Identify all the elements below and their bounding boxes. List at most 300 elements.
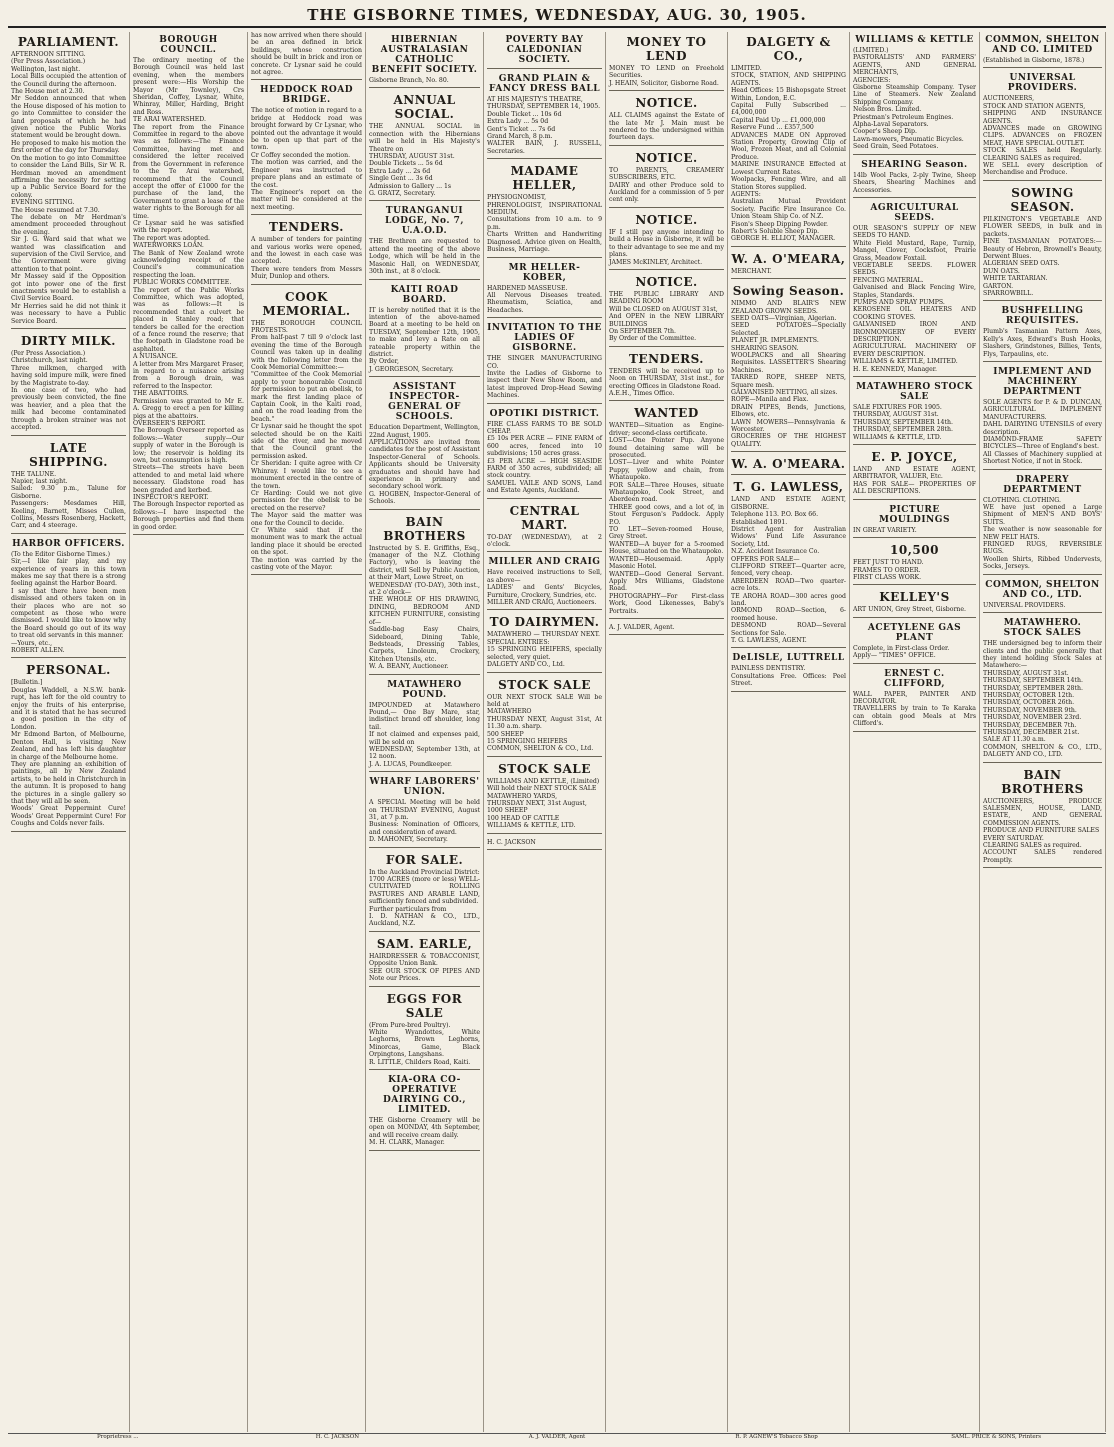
article-line: Double Tickets ... 5s 6d <box>369 160 443 168</box>
article-line: FEET JUST TO HAND. <box>853 559 924 567</box>
article-line: THE ANNUAL SOCIAL in connection with the Hibernians will be held in His Majesty's Theatre on <box>369 123 480 153</box>
article-divider <box>487 317 602 318</box>
article-line: ADVANCES made on GROWING CLIPS. ADVANCES on FROZEN MEAT, HAVE SPECIAL OUTLET. <box>983 125 1102 147</box>
article-divider <box>731 474 846 475</box>
article-line: He proposed to make his motion the first order of the day for Thursday. <box>11 139 126 155</box>
article <box>609 406 724 619</box>
article-line: On the motion to go into Committee to consider the Land Bills, Sir W. R. Herdman moved an amendment affirming the necessity for setting up a Public Service Board for the colony. <box>11 154 126 199</box>
article-line: VEGETABLE SEEDS. FLOWER SEEDS. <box>853 261 976 277</box>
article-heading: TURANGANUI LODGE, No. 7, U.A.O.D. <box>384 206 465 237</box>
article-line: Double Ticket ... 10s 6d <box>487 110 562 118</box>
article-line: WANTED—Housemaid. Apply Masonic Hotel. <box>609 555 724 571</box>
article-line: THURSDAY, SEPTEMBER 14th. <box>853 418 953 426</box>
article-divider <box>609 634 724 635</box>
article-line: TO-DAY (WEDNESDAY), at 2 o'clock. <box>487 533 602 549</box>
article-line: LOST—Liver and white Pointer Puppy, yellow and chain, from Whataupoko. <box>609 459 724 482</box>
article-heading: KELLEY'S <box>879 590 950 605</box>
article-line: DAIRY and other Produce sold to Auckland for a commission of 5 per cent only. <box>609 181 724 204</box>
article-line: LAWN MOWERS—Pennsylvania & Worcester. <box>731 418 846 434</box>
article-divider <box>487 257 602 258</box>
article-heading: KAITI ROAD BOARD. <box>390 284 459 305</box>
article-heading: ERNEST C. CLIFFORD, <box>884 668 945 689</box>
article-divider <box>369 279 480 280</box>
article-line: Extra Lady ... 2s 6d <box>369 167 431 175</box>
article-heading: TENDERS. <box>269 220 344 235</box>
article-line: THURSDAY, OCTOBER 12th. <box>983 691 1075 699</box>
article-divider <box>983 469 1102 470</box>
article-line: Cr Lysnar said he thought the spot selected should be on the Kaiti side of the river, and he moved that the Council grant the permission asked. <box>251 423 362 460</box>
article-line: COMMON, SHELTON & CO., Ltd. <box>487 745 594 753</box>
article-heading: BUSHFELLING REQUISITES. <box>1001 306 1084 327</box>
footer-text: R. P. AGNEW'S Tobacco Shop <box>735 1434 818 1440</box>
article-line: Cr Coffey seconded the motion. <box>251 151 351 159</box>
article-heading: PICTURE MOULDINGS <box>879 504 950 525</box>
article <box>487 35 602 69</box>
article-divider <box>487 609 602 610</box>
article-line: Lawn-mowers, Pneumatic Bicycles. <box>853 135 964 143</box>
article <box>11 441 126 534</box>
article-line: WILLIAMS & KETTLE, LIMITED. <box>853 358 958 366</box>
article-divider <box>853 584 976 585</box>
article-divider <box>609 145 724 146</box>
article-line: Complete, in First-class Order. <box>853 644 950 652</box>
article-heading: HIBERNIAN AUSTRALASIAN CATHOLIC BENEFIT SOCIETY. <box>371 35 478 75</box>
column-3 <box>248 32 366 1432</box>
article-divider <box>853 376 976 377</box>
article-line: NIMMO AND BLAIR'S NEW ZEALAND GROWN SEEDS. <box>731 300 846 315</box>
article-line: THURSDAY, SEPTEMBER 28th. <box>853 426 953 434</box>
article <box>369 35 480 88</box>
article <box>487 762 602 834</box>
article-line: Gisborne Steamship Company. Tyser Line of Steamers. New Zealand Shipping Company. <box>853 84 976 106</box>
article-line: OVERSEER'S REPORT. <box>133 419 206 427</box>
article-heading: SHEARING Season. <box>861 159 968 170</box>
article-line: THURSDAY, DECEMBER 21st. <box>983 728 1080 736</box>
article-line: Sailed: 9.30 p.m., Talune for Gisborne. <box>11 485 126 500</box>
article-line: DAHL DAIRYING UTENSILS of every description. <box>983 421 1102 436</box>
article-divider <box>983 574 1102 575</box>
article-heading: KIA-ORA CO-OPERATIVE DAIRYING CO., LIMITED. <box>382 1074 467 1115</box>
article-line: There were tenders from Messrs Muir, Dunlop and others. <box>251 265 362 281</box>
article-line: AUCTIONEERS, PRODUCE SALESMEN, HOUSE, LAND, ESTATE, AND GENERAL COMMISSION AGENTS. <box>983 797 1102 827</box>
article-line: Sir,—I like fair play, and my experience of years in this town makes me say that there is a strong feeling against the Harbor Board. <box>11 558 126 588</box>
article-divider <box>369 931 480 932</box>
article-line: WILLIAMS AND KETTLE, (Limited) <box>487 777 600 785</box>
article-heading: PARLIAMENT. <box>17 35 120 49</box>
article-divider <box>853 663 976 664</box>
article-line: PASTORALISTS' AND FARMERS' AGENTS, AND GENERAL MERCHANTS, <box>853 54 976 77</box>
article-line: Single Gent ... 3s 6d <box>369 175 433 183</box>
article-line: Fison's Sheep Dipping Powder. <box>731 220 829 228</box>
article-line: "Committee of the Cook Memorial apply to your honourable Council for permission to put an obelisk, to mark the first landing place of Captain Cook, in the Kaiti road, and on the road leading from the beach." <box>251 371 362 423</box>
article-divider <box>983 361 1102 362</box>
article-line: (From Pure-bred Poultry). <box>369 1021 451 1029</box>
article-divider <box>251 284 362 285</box>
article-line: SHIPPING AND INSURANCE AGENTS. <box>983 110 1102 125</box>
article-line: Instructed by S. E. Griffiths, Esq., (manager of the N.Z. Clothing Factory), who is leaving the district, will Sell by Public Auction, at their Mart, Lowe Street, on <box>369 544 480 582</box>
article-line: THE BOROUGH COUNCIL PROTESTS. <box>251 319 362 334</box>
article-heading: TO DAIRYMEN. <box>489 615 600 630</box>
column-5 <box>484 32 606 1432</box>
article-line: White Wyandottes, White Leghorns, Brown Leghorns, Minorcas, Game, Black Orpingtons, Langshans. <box>369 1028 480 1059</box>
footer-text: A. J. VALDER, Agent <box>528 1434 586 1440</box>
column-8 <box>850 32 980 1432</box>
article-heading: UNIVERSAL PROVIDERS. <box>1007 73 1078 94</box>
article-line: THURSDAY NEXT, 31st August, <box>487 799 587 807</box>
article <box>853 669 976 732</box>
article-heading: BAIN BROTHERS <box>383 514 466 543</box>
article <box>251 32 362 80</box>
article <box>487 504 602 553</box>
article-heading: CENTRAL MART. <box>509 503 580 532</box>
article-line: GALVANISED NETTING, all sizes. <box>731 389 838 397</box>
article-line: PHYSIOGNOMIST, PHRENOLOGIST, INSPIRATIONAL MEDIUM. <box>487 194 602 217</box>
article-line: PHOTOGRAPHY—For First-class Work, Good Likenesses, Baby's Portraits. <box>609 592 724 615</box>
article-divider <box>369 376 480 377</box>
article-divider <box>983 300 1102 301</box>
article-line: GEORGE H. ELLIOT, MANAGER. <box>731 235 836 243</box>
article-line: STOCK SALES held Regularly. CLEARING SALES as required. <box>983 147 1102 162</box>
article-line: THURSDAY, OCTOBER 26th. <box>983 699 1075 707</box>
column-6 <box>606 32 728 1432</box>
article-line: DRAIN PIPES, Bends, Junctions, Elbows, etc. <box>731 403 846 419</box>
article-line: Head Offices: 15 Bishopsgate Street Within, London, E.C. <box>731 87 846 102</box>
article-line: Established 1891. <box>731 518 788 526</box>
article-divider <box>11 435 126 436</box>
article-line: J. A. LUCAS, Poundkeeper. <box>369 760 452 768</box>
article-divider <box>369 87 480 88</box>
article <box>609 35 724 91</box>
article-heading: LATE SHIPPING. <box>29 440 108 469</box>
article-line: The House met at 2.30. <box>11 88 85 96</box>
article-heading: BOROUGH COUNCIL. <box>159 35 218 55</box>
article-line: THURSDAY NEXT, August 31st, At 11.30 a.m. sharp. <box>487 715 602 731</box>
article-line: AGENCIES: <box>853 76 891 84</box>
article <box>369 285 480 378</box>
article-line: A. J. VALDER, Agent. <box>609 623 675 631</box>
article-line: Cr Harding: Could we not give permission for the obelisk to be erected on the reserve? <box>251 489 362 512</box>
article-line: Napier, last night. <box>11 477 68 485</box>
article-line: A number of tenders for painting and various works were opened, and the lowest in each case was accepted. <box>251 236 362 266</box>
article-divider <box>983 867 1102 868</box>
column-9 <box>980 32 1106 1432</box>
article-line: Three milkmen, charged with having sold impure milk, were fined by the Magistrate to-day. <box>11 364 126 387</box>
article-line: MILLER AND CRAIG, Auctioneers. <box>487 599 597 607</box>
article-divider <box>487 403 602 404</box>
article <box>487 678 602 757</box>
article-line: WHITE TARTARIAN. <box>983 275 1048 283</box>
article-line: CLEARING SALES as required. <box>983 842 1082 850</box>
article-divider <box>133 534 244 535</box>
article-line: Australian Mutual Provident Society. Pacific Fire Insurance Co. Union Steam Ship Co. of N.Z. <box>731 198 846 221</box>
article <box>11 663 126 831</box>
article-line: The weather is now seasonable for NEW FELT HATS. <box>983 526 1102 541</box>
article <box>369 1075 480 1151</box>
article-line: WANTED—A buyer for a 5-roomed House, situated on the Whataupoko. <box>609 540 724 556</box>
article-heading: W. A. O'MEARA. <box>731 457 846 472</box>
article-line: SAMUEL VAILE AND SONS, Land and Estate Agents, Auckland. <box>487 479 602 495</box>
article-line: Business: Nomination of Officers, and consideration of award. <box>369 821 480 836</box>
article-line: THE ABATTOIRS. <box>133 390 189 398</box>
article-line: Christchurch, last night. <box>11 357 88 365</box>
column-7 <box>728 32 850 1432</box>
article-divider <box>369 771 480 772</box>
article-line: Gisborne Branch, No. 80. <box>369 77 449 84</box>
article <box>853 450 976 500</box>
article <box>853 160 976 198</box>
article-line: J. GEORGESON, Secretary. <box>369 365 454 373</box>
article <box>487 839 602 850</box>
article-line: The report of the Public Works Committee, which was adopted, was as follows:—It is recommended that a culvert be placed in Stanley road; that tenders be called for the erection of a fence round the reserve; that the footpath in Gladstone road be asphalted. <box>133 286 244 353</box>
article-line: Nelson Bros. Limited. <box>853 106 922 114</box>
article-heading: MILLER AND CRAIG <box>488 557 601 568</box>
article-heading: STOCK SALE <box>498 761 591 776</box>
article-line: WE have just opened a Large Shipment of MEN'S AND BOYS' SUITS. <box>983 504 1102 526</box>
article-line: 15 SPRINGING HEIFERS <box>487 737 568 745</box>
article-line: All Classes of Machinery supplied at Shortest Notice, if not in Stock. <box>983 450 1102 466</box>
article-divider <box>369 200 480 201</box>
article-line: ALGERIAN SEED OATS. <box>983 260 1060 268</box>
article-line: In the Auckland Provincial District: <box>369 868 480 876</box>
article-heading: DeLISLE, LUTTRELL <box>732 653 845 664</box>
article <box>983 35 1102 68</box>
article-line: ACCOUNT SALES rendered Promptly. <box>983 849 1102 864</box>
article-heading: NOTICE. <box>635 96 698 111</box>
article-line: THURSDAY, AUGUST 31st. <box>853 411 939 419</box>
article-line: LAND AND ESTATE AGENT, ARBITRATOR, VALUER, Etc. <box>853 466 976 481</box>
article-line: LIMITED. <box>731 65 762 72</box>
article-line: T. G. LAWLESS, AGENT. <box>731 637 807 644</box>
article-line: CLIFFORD STREET—Quarter acre, fenced, very cheap. <box>731 562 846 578</box>
article-line: The Engineer's report on the matter will be considered at the next meeting. <box>251 188 362 211</box>
article-line: Telephone 113. P.O. Box 66. <box>731 511 819 519</box>
article-line: The motion was carried, and the Engineer was instructed to prepare plans and an estimate of the cost. <box>251 159 362 189</box>
article-heading: ANNUAL SOCIAL. <box>393 93 456 122</box>
article-heading: MONEY TO LEND <box>626 35 707 63</box>
article-line: They are planning an exhibition of paintings, all by New Zealand artists, to be held in Christchurch in the autumn. It is proposed to hang the pictures in a single gallery so that they will all be seen. <box>11 760 126 805</box>
article <box>369 680 480 773</box>
article-line: Admission to Gallery ... 1s <box>369 182 452 190</box>
article <box>609 151 724 208</box>
article-line: G. GRATZ, Secretary. <box>369 190 436 198</box>
article <box>487 323 602 403</box>
article-line: Woolpacks, Fencing Wire, and all Station Stores supplied. <box>731 176 846 191</box>
article-line: FRAMES TO ORDER. <box>853 566 921 574</box>
article-divider <box>609 207 724 208</box>
article-line: PLANET JR. IMPLEMENTS. <box>731 337 819 345</box>
footer-text: SAML. PRICE & SONS, Printers <box>951 1434 1042 1440</box>
article-line: Woods' Great Peppermint Cure! Woods' Great Peppermint Cure! For Coughs and Colds never fails. <box>11 805 126 828</box>
article-line: SHEARING SEASON. <box>731 344 799 352</box>
article-line: 1700 ACRES (more or less) WELL-CULTIVATED ROLLING PASTURES AND ARABLE LAND, sufficiently fenced and subdivided. <box>369 876 480 906</box>
article-line: AT HIS MAJESTY'S THEATRE, <box>487 96 583 103</box>
article-heading: NOTICE. <box>635 274 698 289</box>
article-line: TO PARENTS, CREAMERY SUBSCRIBERS, ETC. <box>609 166 724 182</box>
article-line: THURSDAY, SEPTEMBER 14, 1905. <box>487 103 601 111</box>
article-heading: WANTED <box>634 406 699 421</box>
article-heading: W. A. O'MEARA, <box>731 251 846 266</box>
article-heading: WILLIAMS & KETTLE <box>855 35 974 45</box>
article-line: THURSDAY, NOVEMBER 9th. <box>983 706 1077 714</box>
article-line: Invite the Ladies of Gisborne to inspect their New Show Room, and latest improved Drop-Head Sewing Machines. <box>487 369 602 400</box>
article-line: I. D. NATHAN & CO., LTD., Auckland, N.Z. <box>369 913 480 928</box>
article-heading: SOWING SEASON. <box>1010 185 1075 214</box>
article-line: GALVANISED IRON AND IRONMONGERY OF EVERY DESCRIPTION. <box>853 321 976 343</box>
article <box>853 382 976 445</box>
article-line: Grand March, 8 p.m. <box>487 133 553 141</box>
article-line: Permission was granted to Mr E. A. Gregg to erect a pen for killing pigs at the abattoirs. <box>133 397 244 420</box>
article-line: SOLE AGENTS for P. & D. DUNCAN, AGRICULTURAL IMPLEMENT MANUFACTURERS. <box>983 398 1102 421</box>
article-line: White Field Mustard, Rape, Turnip, Mangel, Clover, Cocksfoot, Prairie Grass, Meadow Foxtail. <box>853 239 976 262</box>
article-heading: Sowing Season. <box>732 284 845 299</box>
article-divider <box>487 158 602 159</box>
article-line: Robert's Soluble Sheep Dip. <box>731 227 820 235</box>
article-divider <box>11 831 126 832</box>
column-2 <box>130 32 248 1432</box>
article-line: Mr Seddon announced that when the House disposed of his motion to go into Committee to consider the land proposals of which he had given notice the Public Works statement would be brought down. <box>11 95 126 140</box>
article-line: ADVANCES MADE ON Approved Station Property, Growing Clip of Wool, Frozen Meat, and all Colonial Produce. <box>731 131 846 161</box>
column-4 <box>366 32 484 1432</box>
article-heading: FOR SALE. <box>385 852 464 867</box>
article-line: SEED OATS—Virginian, Algerian. <box>731 314 837 322</box>
article-divider <box>853 154 976 155</box>
article-line: WE SELL every description of Merchandise and Produce. <box>983 162 1102 177</box>
article-line: IMPOUNDED at Matawhero Pound,— One Bay Mare, star, indistinct brand off shoulder, long tail. <box>369 701 480 731</box>
article-line: FOR SALE—Three Houses, situate Whataupoko, Cook Street, and Aberdeen road. <box>609 481 724 504</box>
article-heading: NOTICE. <box>635 212 698 227</box>
article-line: Passengers: Mesdames Hill, Keeling, Barnett, Misses Cullen, Collins, Messrs Rosenberg, Hackett, Carr, and 4 steerage. <box>11 500 126 530</box>
article <box>853 203 976 377</box>
article-divider <box>853 537 976 538</box>
article-line: APPLICATIONS are invited from candidates for the post of Assistant Inspector-General of Schools. Applicants should be University graduates and should have had experience in primary and secondary school work. <box>369 438 480 491</box>
article-line: SEED POTATOES—Specially Selected. <box>731 322 846 337</box>
article-line: WEDNESDAY, September 13th, at 12 noon. <box>369 745 480 761</box>
article-heading: COOK MEMORIAL. <box>262 289 351 318</box>
article <box>983 768 1102 869</box>
article <box>853 35 976 155</box>
article-line: D. MAHONEY, Secretary. <box>369 836 448 844</box>
article-line: TO LET—Seven-roomed House, Grey Street. <box>609 526 724 541</box>
article <box>487 409 602 499</box>
article-line: WALTER BAIN, J. RUSSELL, Secretaries. <box>487 140 602 155</box>
article-line: Alpha-Laval Separators. <box>853 121 929 129</box>
article-line: The House resumed at 7.30. <box>11 206 100 214</box>
article <box>853 543 976 585</box>
article-line: THURSDAY, NOVEMBER 23rd. <box>983 714 1082 722</box>
article-divider <box>369 1069 480 1070</box>
article-divider <box>731 647 846 648</box>
article-line: (Per Press Association.) <box>11 350 86 358</box>
article-line: FINE TASMANIAN POTATOES:—Beauty of Hebron, Brownell's Beauty, Derwent Blues. <box>983 238 1102 260</box>
article-line: ALL CLAIMS against the Estate of the late Mr J. Main must be rendered to the undersigned within fourteen days. <box>609 112 724 142</box>
article <box>853 590 976 617</box>
article-line: STOCK, STATION, AND SHIPPING AGENTS. <box>731 72 846 87</box>
article <box>983 580 1102 613</box>
article-line: District Agent for Australian Widows' Fund Life Assurance Society, Ltd. <box>731 525 846 548</box>
article <box>487 263 602 319</box>
article-line: (To the Editor Gisborne Times.) <box>11 550 110 558</box>
article-line: Consultations from 10 a.m. to 9 p.m. <box>487 216 602 231</box>
article-line: In one case of two, who had previously been convicted, the fine was heavier, and a plea that the milk had become contaminated through a broken strainer was not accepted. <box>11 387 126 432</box>
article <box>11 334 126 435</box>
article <box>133 35 244 535</box>
article-line: And OPEN in the NEW LIBRARY BUILDINGS <box>609 313 724 328</box>
article-divider <box>251 79 362 80</box>
article <box>251 220 362 284</box>
article <box>369 93 480 201</box>
article-line: SPARROWBILL. <box>983 289 1034 297</box>
article-line: Gent's Ticket ... 7s 6d <box>487 125 556 133</box>
article-line: Reserve Fund ... £357,500 <box>731 124 814 132</box>
article-heading: STOCK SALE <box>498 677 591 692</box>
article <box>369 853 480 932</box>
article-line: IF I still pay anyone intending to build a House in Gisborne, it will be to their advantage to see me and my plans. <box>609 228 724 259</box>
article-divider <box>609 269 724 270</box>
article-line: M. H. CLARK, Manager. <box>369 1139 445 1147</box>
article-line: PRODUCE AND FURNITURE SALES <box>983 827 1100 835</box>
article-line: Capital Fully Subscribed ... £4,000,000 <box>731 102 846 117</box>
article-line: The notice of motion in regard to a bridge at Heddock road was brought forward by Cr Lysnar, who pointed out the advantage it would be to open up that part of the town. <box>251 107 362 152</box>
article-heading: MADAME HELLER, <box>510 164 579 193</box>
article-heading: HEDDOCK ROAD BRIDGE. <box>259 85 354 106</box>
article-heading: OPOTIKI DISTRICT. <box>489 408 600 419</box>
article-line: THE Brethren are requested to attend the meeting of the above Lodge, which will be held in the Masonic Hall, on WEDNESDAY, 30th inst., at 8 o'clock. <box>369 238 480 276</box>
article-divider <box>487 672 602 673</box>
article-line: Cr Sheridan: I quite agree with Cr Whinray. I would like to see a monument erected in the centre of the town. <box>251 460 362 490</box>
article-divider <box>609 400 724 401</box>
article-heading: T. G. LAWLESS, <box>733 480 844 495</box>
article-line: ORMOND ROAD—Section, 6-roomed house. <box>731 607 846 622</box>
article-line: AFTERNOON SITTING. <box>11 51 86 58</box>
footer-text: Proprietress ... <box>97 1434 139 1440</box>
article-line: The Mayor said the matter was one for the Council to decide. <box>251 512 362 527</box>
article-line: Wellington, last night. <box>11 65 81 73</box>
article-line: HAIRDRESSER & TOBACCONIST, Opposite Union Bank. <box>369 952 480 968</box>
article-line: PILKINGTON'S VEGETABLE AND FLOWER SEEDS, in bulk and in packets. <box>983 215 1102 238</box>
article-line: Education Department, Wellington, 22nd August, 1905. <box>369 424 480 439</box>
article-line: On SEPTEMBER 7th. <box>609 327 676 335</box>
article-line: Sir J. G. Ward said that what we wanted was classification and supervision of the Civil Service, and the Government were giving attention to that point. <box>11 236 126 273</box>
article-heading: ASSISTANT INSPECTOR-GENERAL OF SCHOOLS. <box>388 382 461 423</box>
article-line: LOST—One Pointer Pup. Anyone found detaining same will be prosecuted. <box>609 437 724 459</box>
article-line: MARINE INSURANCE Effected at Lowest Current Rates. <box>731 161 846 176</box>
article-line: Saddle-bag Easy Chairs, Sideboard, Dining Table, Bedsteads, Dressing Tables, Carpets, Linoleum, Crockery, Kitchen Utensils, etc. <box>369 626 480 663</box>
article-line: Mr Herries said he did not think it was necessary to have a Public Service Board. <box>11 302 126 325</box>
article <box>731 653 846 691</box>
article-line: I say that there have been men dismissed and others taken on in their places who are not so competent as those who were dismissed. I would like to know why the Board should go out of its way to treat old servants in this manner. <box>11 587 126 640</box>
article-divider <box>983 762 1102 763</box>
article-heading: GRAND PLAIN & FANCY DRESS BALL <box>488 74 601 94</box>
article-line: TENDERS will be received up to Noon on THURSDAY, 31st inst., for erecting Offices in Gladstone Road. <box>609 367 724 390</box>
article-line: Seed Grain, Seed Potatoes. <box>853 143 939 151</box>
article-divider <box>487 498 602 499</box>
article-line: WOOLPACKS and all Shearing Requisites. LASSETTER'S Shearing Machines. <box>731 352 846 374</box>
article-divider <box>251 574 362 575</box>
article-line: MONEY TO LEND on Freehold Securities. <box>609 65 724 80</box>
article-line: MATAWHERO — THURSDAY NEXT. <box>487 631 600 639</box>
article-line: FENCING MATERIAL. <box>853 276 924 284</box>
article-divider <box>731 246 846 247</box>
article-heading: HARBOR OFFICERS. <box>12 538 125 549</box>
article-line: If not claimed and expenses paid, will be sold on <box>369 731 480 746</box>
article <box>731 252 846 279</box>
article-heading: WHARF LABORERS' UNION. <box>369 777 480 798</box>
article-line: WATERWORKS LOAN. <box>133 242 204 250</box>
article <box>983 475 1102 575</box>
article-line: 1000 SHEEP <box>487 807 528 815</box>
article-line: Streets—The streets have been attended to and metal laid where necessary. Gladstone road has been graded and kerbed. <box>133 464 244 494</box>
article-divider <box>609 346 724 347</box>
